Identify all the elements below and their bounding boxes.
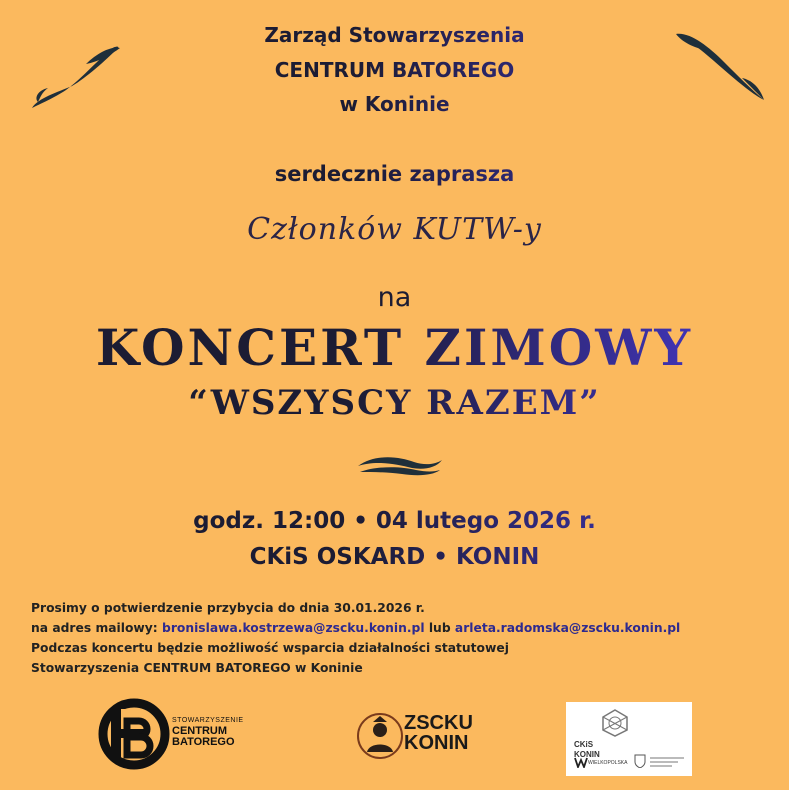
rsvp-line-4: Stowarzyszenia CENTRUM BATOREGO w Koninie [31, 661, 363, 675]
flourish-center-icon [354, 452, 444, 478]
email-link-2[interactable]: arleta.radomska@zscku.konin.pl [454, 621, 681, 635]
cb-small-text: STOWARZYSZENIE [172, 717, 244, 724]
zscku-emblem-icon [355, 708, 405, 764]
centrum-batorego-logo-icon [97, 697, 171, 771]
ckis-line-2: KONIN [574, 750, 600, 759]
ckis-logo-panel [566, 702, 692, 776]
cb-line-1: CENTRUM [172, 725, 227, 737]
rsvp-line-2 [31, 618, 680, 638]
rsvp-line-3: Podczas koncertu będzie możliwość wsparcia działalności statutowej [31, 641, 509, 655]
organizer-line-1: Zarząd Stowarzyszenia [0, 22, 789, 48]
event-subtitle: “WSZYSCY RAZEM” [0, 383, 789, 423]
organizer-line-2: CENTRUM BATOREGO [0, 57, 789, 83]
ckis-emblem-icon [600, 708, 630, 738]
event-time-date: godz. 12:00 • 04 lutego 2026 r. [0, 508, 789, 534]
ckis-line-1: CKiS [574, 740, 594, 749]
zscku-wordmark [404, 713, 473, 753]
zscku-line-1: ZSCKU [404, 712, 473, 734]
event-title: KONCERT ZIMOWY [0, 318, 789, 377]
wielkopolska-label: WIELKOPOLSKA [588, 760, 628, 766]
rsvp-prefix: na adres mailowy: [31, 621, 163, 635]
preposition-text: na [377, 282, 412, 313]
wielkopolska-w-icon [574, 757, 588, 768]
invitation-text: serdecznie zaprasza [0, 162, 789, 186]
centrum-batorego-wordmark [172, 715, 244, 748]
rsvp-notes [31, 598, 680, 678]
government-emblem-icon [634, 754, 646, 768]
zscku-line-2: KONIN [404, 732, 469, 754]
organizer-line-3: w Koninie [0, 91, 789, 117]
rsvp-line-1: Prosimy o potwierdzenie przybycia do dnia 30.01.2026 r. [31, 601, 425, 615]
rsvp-conjunction: lub [424, 621, 455, 635]
guests-text: Członków KUTW-y [247, 212, 542, 247]
ministry-emblem-icon [650, 756, 684, 768]
cb-line-2: BATOREGO [172, 736, 235, 748]
email-link-1[interactable]: bronislawa.kostrzewa@zscku.konin.pl [162, 621, 425, 635]
event-place: CKiS OSKARD • KONIN [0, 544, 789, 570]
